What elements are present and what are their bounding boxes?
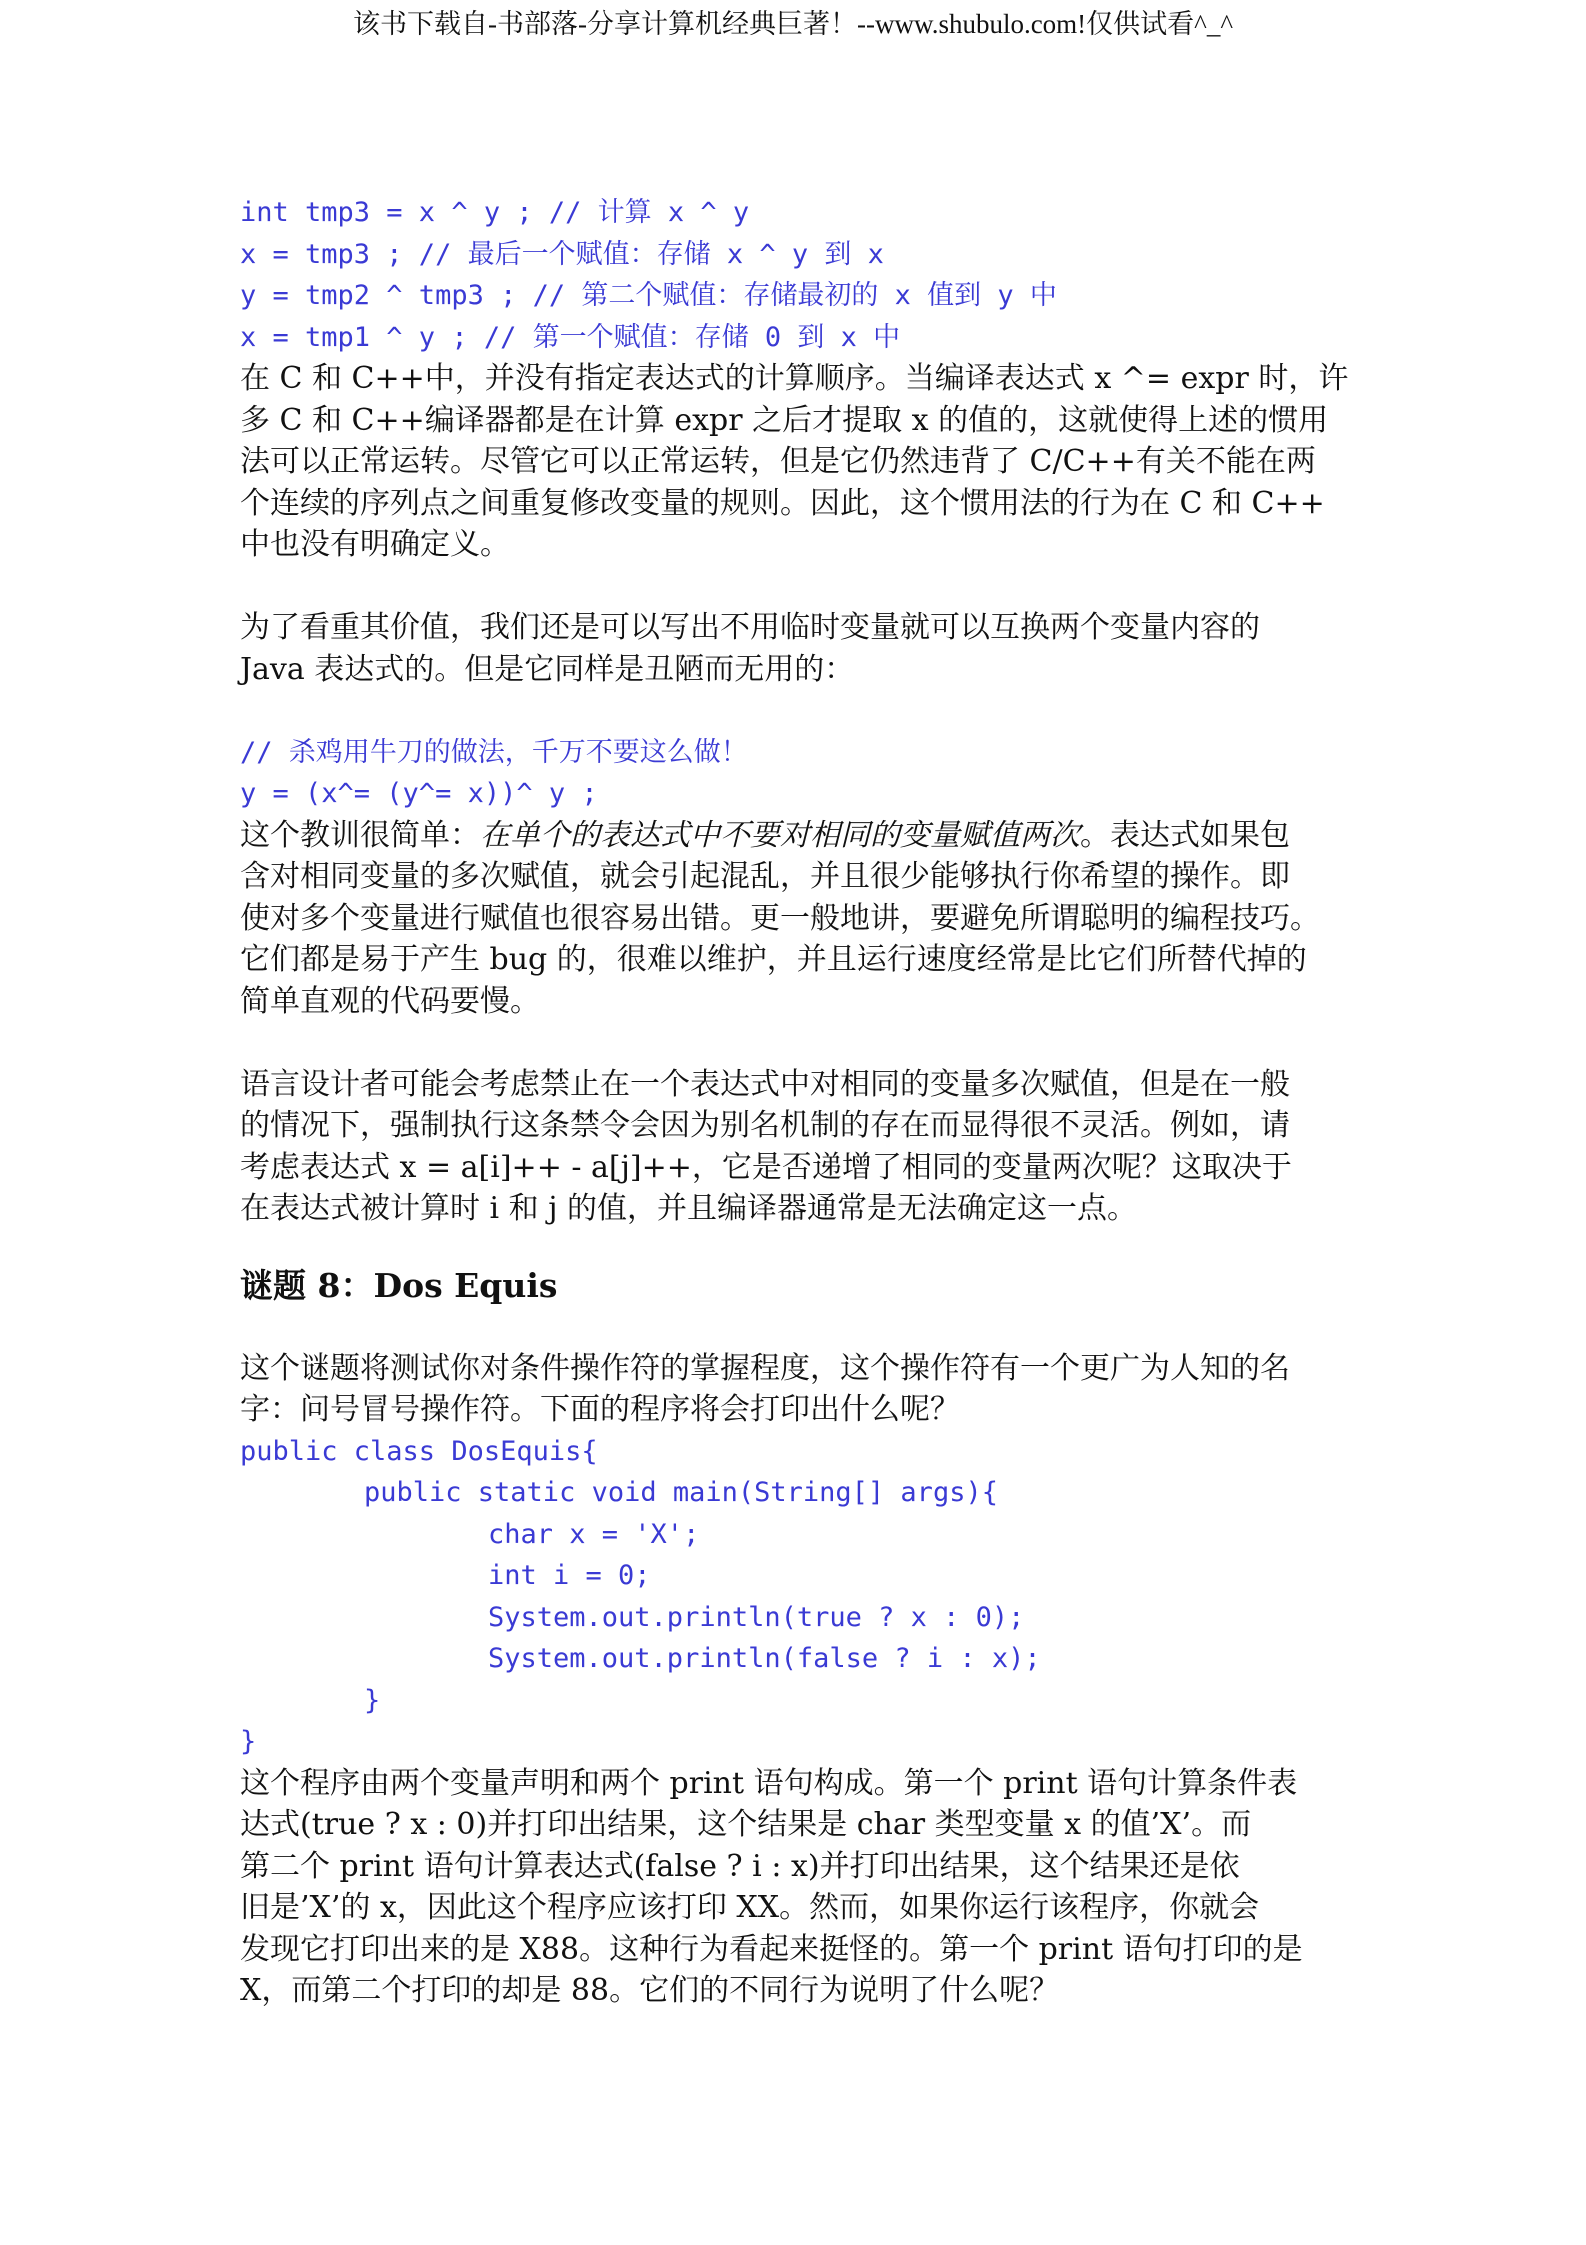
text-line: 个连续的序列点之间重复修改变量的规则。因此，这个惯用法的行为在 C 和 C++ — [240, 485, 1325, 521]
document-page — [240, 192, 1355, 2012]
text-line: 使对多个变量进行赋值也很容易出错。更一般地讲，要避免所谓聪明的编程技巧。 — [240, 900, 1320, 936]
text-line: 旧是’X’的 x，因此这个程序应该打印 XX。然而，如果你运行该程序，你就会 — [240, 1890, 1260, 1925]
paragraph-puzzle-intro — [240, 1348, 1355, 1431]
code-block-one-liner — [240, 732, 1355, 815]
code-line: System.out.println(true ? x : 0); — [488, 1601, 1025, 1633]
text-line: 考虑表达式 x = a[i]++ - a[j]++，它是否递增了相同的变量两次呢？这取决于 — [240, 1149, 1292, 1185]
text-line: Java 表达式的。但是它同样是丑陋而无用的： — [240, 651, 855, 687]
code-block-xor-swap — [240, 192, 1355, 358]
code-block-dosequis — [240, 1431, 1355, 1763]
text-line: 中也没有明确定义。 — [240, 527, 510, 562]
code-line: System.out.println(false ? i : x); — [488, 1643, 1041, 1674]
section-heading: 谜题 8：Dos Equis — [240, 1265, 558, 1305]
text-line: 含对相同变量的多次赋值，就会引起混乱，并且很少能够执行你希望的操作。即 — [240, 859, 1290, 894]
spacer — [240, 690, 1355, 732]
paragraph-language-design — [240, 1064, 1355, 1230]
code-line: y = (x^= (y^= x))^ y ; — [240, 778, 598, 809]
text-line: 它们都是易于产生 bug 的，很难以维护，并且运行速度经常是比它们所替代掉的 — [240, 942, 1307, 977]
paragraph-lesson — [240, 815, 1355, 1023]
text-line: 在表达式被计算时 i 和 j 的值，并且编译器通常是无法确定这一点。 — [240, 1191, 1138, 1226]
code-line: int i = 0; — [488, 1560, 651, 1591]
paragraph-java-expression — [240, 607, 1355, 690]
code-line: public static void main(String[] args){ — [364, 1477, 998, 1508]
text-line: 第二个 print 语句计算表达式(false ? i : x)并打印出结果，这个结果还是依 — [240, 1848, 1240, 1884]
text-line: 字：问号冒号操作符。下面的程序将会打印出什么呢？ — [240, 1392, 960, 1427]
watermark-header: 该书下载自-书部落-分享计算机经典巨著！--www.shubulo.com!仅供试看^_^ — [352, 9, 1234, 39]
text-line: 达式(true ? x : 0)并打印出结果，这个结果是 char 类型变量 x 的值’X’。而 — [240, 1807, 1252, 1842]
text-line: 这个程序由两个变量声明和两个 print 语句构成。第一个 print 语句计算条件表 — [240, 1765, 1298, 1801]
spacer — [240, 566, 1355, 608]
code-line: x = tmp3 ; // 最后一个赋值：存储 x ^ y 到 x — [240, 238, 884, 270]
code-line: y = tmp2 ^ tmp3 ; // 第二个赋值：存储最初的 x 值到 y 中 — [240, 280, 1057, 311]
code-line: public class DosEquis{ — [240, 1435, 598, 1467]
lesson-emphasis: 在单个的表达式中不要对相同的变量赋值两次 — [480, 817, 1080, 853]
text-line: 语言设计者可能会考虑禁止在一个表达式中对相同的变量多次赋值，但是在一般 — [240, 1066, 1290, 1102]
code-line: } — [240, 1726, 257, 1757]
text-line: 法可以正常运转。尽管它可以正常运转，但是它仍然违背了 C/C++有关不能在两 — [240, 444, 1316, 479]
spacer — [240, 1022, 1355, 1064]
code-line: x = tmp1 ^ y ; // 第一个赋值：存储 0 到 x 中 — [240, 321, 901, 353]
code-line: } — [364, 1684, 381, 1716]
text-line: 发现它打印出来的是 X88。这种行为看起来挺怪的。第一个 print 语句打印的是 — [240, 1931, 1303, 1967]
code-line: // 杀鸡用牛刀的做法，千万不要这么做！ — [240, 736, 748, 768]
code-line: int tmp3 = x ^ y ; // 计算 x ^ y — [240, 197, 750, 228]
paragraph-eval-order — [240, 358, 1355, 566]
lesson-prefix: 这个教训很简单： — [240, 817, 480, 853]
text-line: 多 C 和 C++编译器都是在计算 expr 之后才提取 x 的值的，这就使得上述的惯用 — [240, 402, 1329, 438]
paragraph-explanation — [240, 1763, 1355, 2012]
text-line: 为了看重其价值，我们还是可以写出不用临时变量就可以互换两个变量内容的 — [240, 610, 1260, 645]
lesson-suffix: 。表达式如果包 — [1080, 817, 1290, 853]
text-line: 在 C 和 C++中，并没有指定表达式的计算顺序。当编译表达式 x ^= expr 时，许 — [240, 361, 1349, 396]
text-line — [240, 815, 1355, 857]
text-line: 简单直观的代码要慢。 — [240, 983, 540, 1019]
code-line: char x = 'X'; — [488, 1518, 700, 1550]
text-line: X，而第二个打印的却是 88。它们的不同行为说明了什么呢？ — [240, 1973, 1060, 2008]
text-line: 的情况下，强制执行这条禁令会因为别名机制的存在而显得很不灵活。例如，请 — [240, 1108, 1290, 1143]
text-line: 这个谜题将测试你对条件操作符的掌握程度，这个操作符有一个更广为人知的名 — [240, 1350, 1290, 1386]
